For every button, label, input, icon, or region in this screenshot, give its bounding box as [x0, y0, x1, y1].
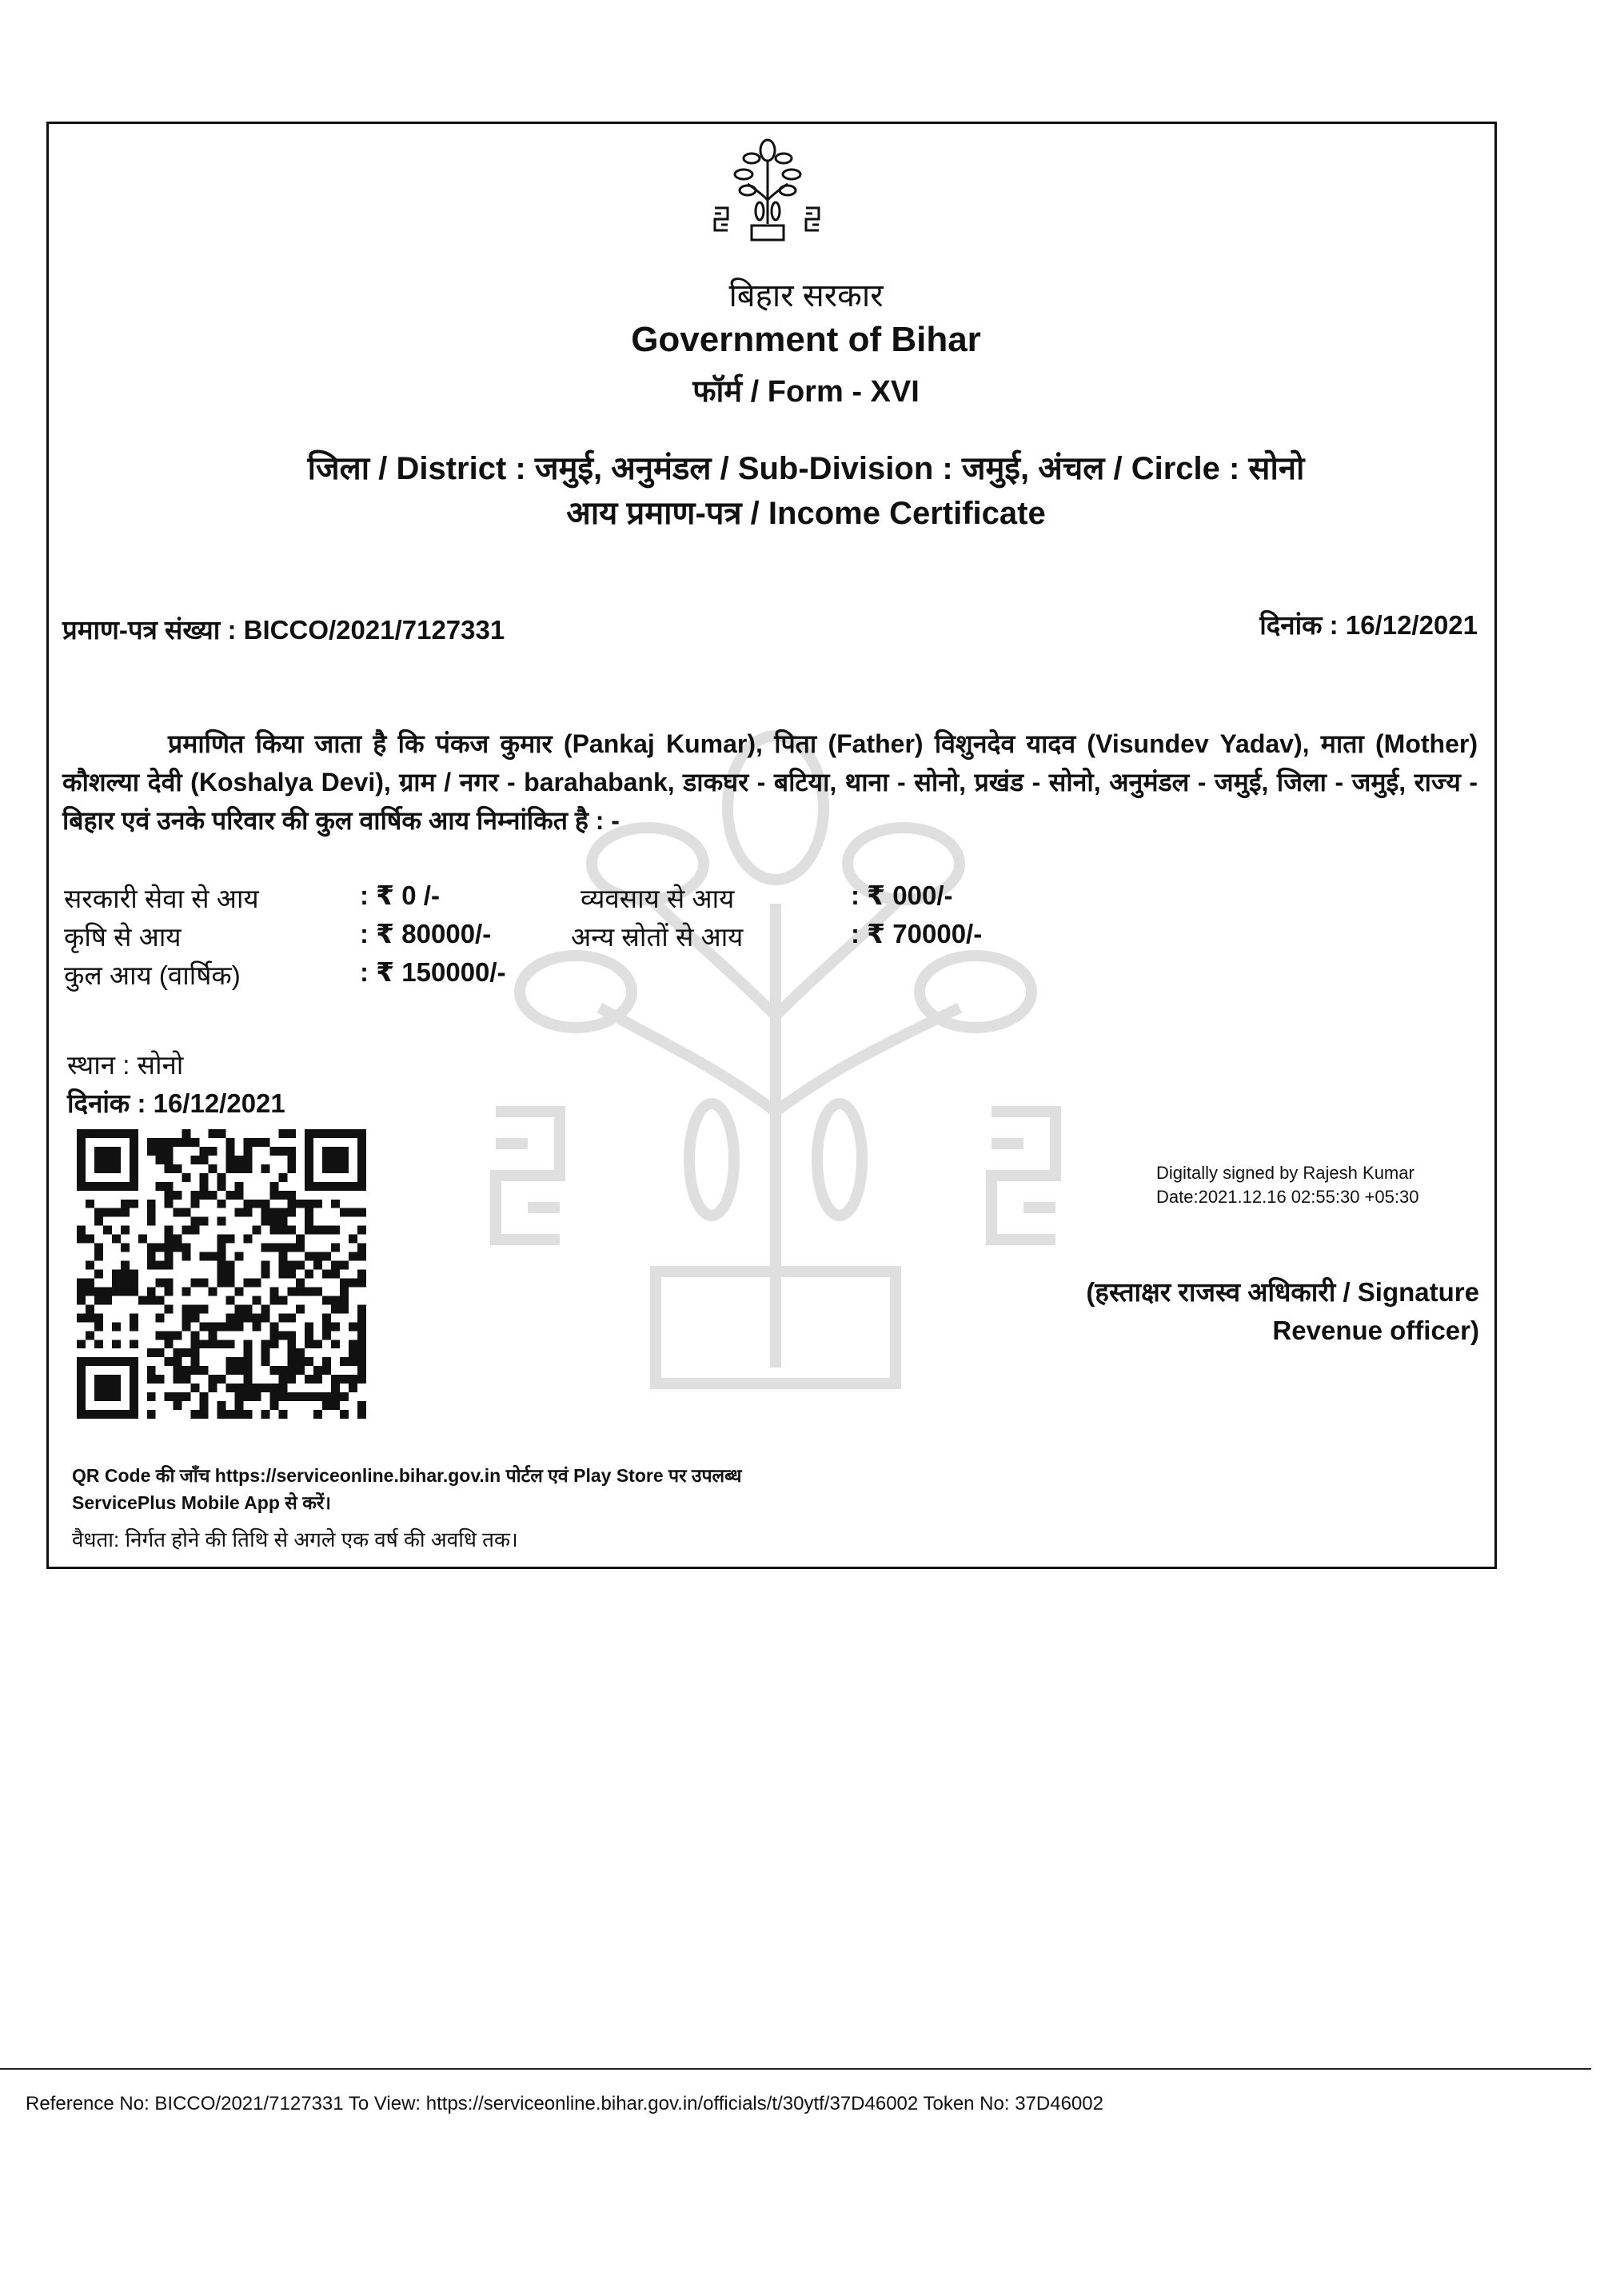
digital-signature-name: Digitally signed by Rajesh Kumar — [1156, 1163, 1414, 1183]
validity-note: वैधता: निर्गत होने की तिथि से अगले एक वर्ष की अवधि तक। — [72, 1527, 518, 1551]
district-line: जिला / District : जमुई, अनुमंडल / Sub-Division : जमुई, अंचल / Circle : सोनो — [307, 451, 1305, 486]
qr-note-line-2: ServicePlus Mobile App से करें। — [72, 1492, 332, 1513]
issue-date: दिनांक : 16/12/2021 — [1259, 610, 1478, 640]
business-value: : ₹ 000/- — [851, 880, 953, 910]
form-number: फॉर्म / Form - XVI — [692, 375, 920, 409]
signature-line-2: Revenue officer) — [1272, 1316, 1479, 1345]
qr-code-icon — [77, 1129, 366, 1419]
total-income-label: कुल आय (वार्षिक) — [64, 960, 241, 990]
bodhi-tree-emblem-icon — [704, 136, 832, 248]
agriculture-label: कृषि से आय — [64, 922, 182, 952]
digital-signature-date: Date:2021.12.16 02:55:30 +05:30 — [1156, 1187, 1419, 1207]
agriculture-value: : ₹ 80000/- — [360, 919, 492, 948]
certificate-number: प्रमाण-पत्र संख्या : BICCO/2021/7127331 — [62, 615, 505, 645]
place-date-line: दिनांक : 16/12/2021 — [67, 1088, 285, 1118]
header-title-hindi: बिहार सरकार — [728, 278, 884, 313]
header-title-english: Government of Bihar — [631, 320, 981, 359]
qr-verification-note — [72, 1462, 872, 1516]
certificate-body: प्रमाणित किया जाता है कि पंकज कुमार (Pankaj Kumar), पिता (Father) विशुनदेव यादव (Visundev Yadav), माता (Mother) कौशल्या देवी (Koshalya Devi), ग्राम / नगर - barahabank, डाकघर - बटिया, थाना - सोनो, प्रखंड - सोनो, अनुमंडल - जमुई, जिला - जमुई, राज्य - बिहार एवं उनके परिवार की कुल वार्षिक आय निम्नांकित है : - — [62, 729, 1478, 835]
govt-service-label: सरकारी सेवा से आय — [64, 884, 259, 913]
business-label: व्यवसाय से आय — [581, 884, 735, 913]
qr-note-line-1: QR Code की जाँच https://serviceonline.bihar.gov.in पोर्टल एवं Play Store पर उपलब्ध — [72, 1465, 742, 1486]
other-sources-value: : ₹ 70000/- — [851, 919, 983, 948]
total-income-value: : ₹ 150000/- — [360, 957, 506, 987]
digital-signature — [1156, 1161, 1418, 1209]
govt-service-value: : ₹ 0 /- — [360, 880, 440, 910]
signature-block — [1086, 1273, 1479, 1350]
signature-line-1: (हस्ताक्षर राजस्व अधिकारी / Signature — [1086, 1277, 1479, 1307]
place-line: स्थान : सोनो — [67, 1050, 184, 1080]
footer-divider — [0, 2068, 1591, 2070]
other-sources-label: अन्य स्रोतों से आय — [571, 922, 744, 952]
certificate-title: आय प्रमाण-पत्र / Income Certificate — [566, 496, 1046, 531]
footer-reference: Reference No: BICCO/2021/7127331 To View: https://serviceonline.bihar.gov.in/officials/t/30ytf/37D46002 Token No: 37D46002 — [26, 2093, 1103, 2114]
